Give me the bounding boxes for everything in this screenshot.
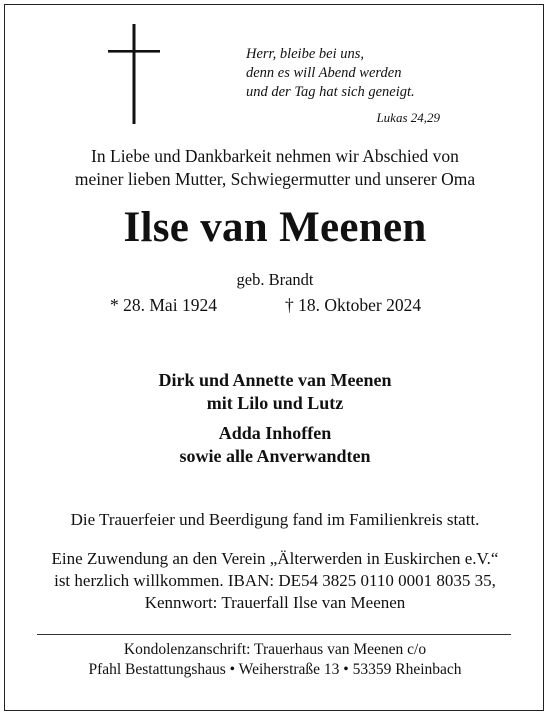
donation-line: Kennwort: Trauerfall Ilse van Meenen xyxy=(144,593,406,612)
verse-line: und der Tag hat sich geneigt. xyxy=(246,84,415,100)
verse-reference: Lukas 24,29 xyxy=(376,110,440,125)
intro-line: meiner lieben Mutter, Schwiegermutter und unserer Oma xyxy=(74,169,476,189)
condolence-address xyxy=(0,640,550,680)
address-line: Kondolenzanschrift: Trauerhaus van Meenen c/o xyxy=(123,641,427,658)
divider-line xyxy=(37,634,511,635)
mourner-line: Adda Inhoffen xyxy=(218,423,332,443)
verse-line: Herr, bleibe bei uns, xyxy=(246,46,364,62)
intro-line: In Liebe und Dankbarkeit nehmen wir Abschied von xyxy=(91,146,459,166)
donation-line: Eine Zuwendung an den Verein „Älterwerden in Euskirchen e.V.“ xyxy=(51,549,499,568)
death-date: † 18. Oktober 2024 xyxy=(285,295,422,315)
donation-text xyxy=(0,548,550,614)
mourner-line: sowie alle Anverwandten xyxy=(179,446,371,466)
cross-icon xyxy=(108,24,160,124)
verse-line: denn es will Abend werden xyxy=(246,65,402,81)
intro-text xyxy=(0,145,550,191)
mourner-line: mit Lilo und Lutz xyxy=(206,393,344,413)
mourner-line: Dirk und Annette van Meenen xyxy=(158,370,392,390)
birth-date: * 28. Mai 1924 xyxy=(110,295,217,315)
address-line: Pfahl Bestattungshaus • Weiherstraße 13 • 53359 Rheinbach xyxy=(88,661,462,678)
donation-line: ist herzlich willkommen. IBAN: DE54 3825 0110 0001 8035 35, xyxy=(54,571,496,590)
maiden-name: geb. Brandt xyxy=(236,270,314,289)
service-note: Die Trauerfeier und Beerdigung fand im Familienkreis statt. xyxy=(70,510,480,529)
bible-verse xyxy=(246,45,446,102)
deceased-name: Ilse van Meenen xyxy=(123,204,427,251)
mourners-list xyxy=(0,369,550,468)
